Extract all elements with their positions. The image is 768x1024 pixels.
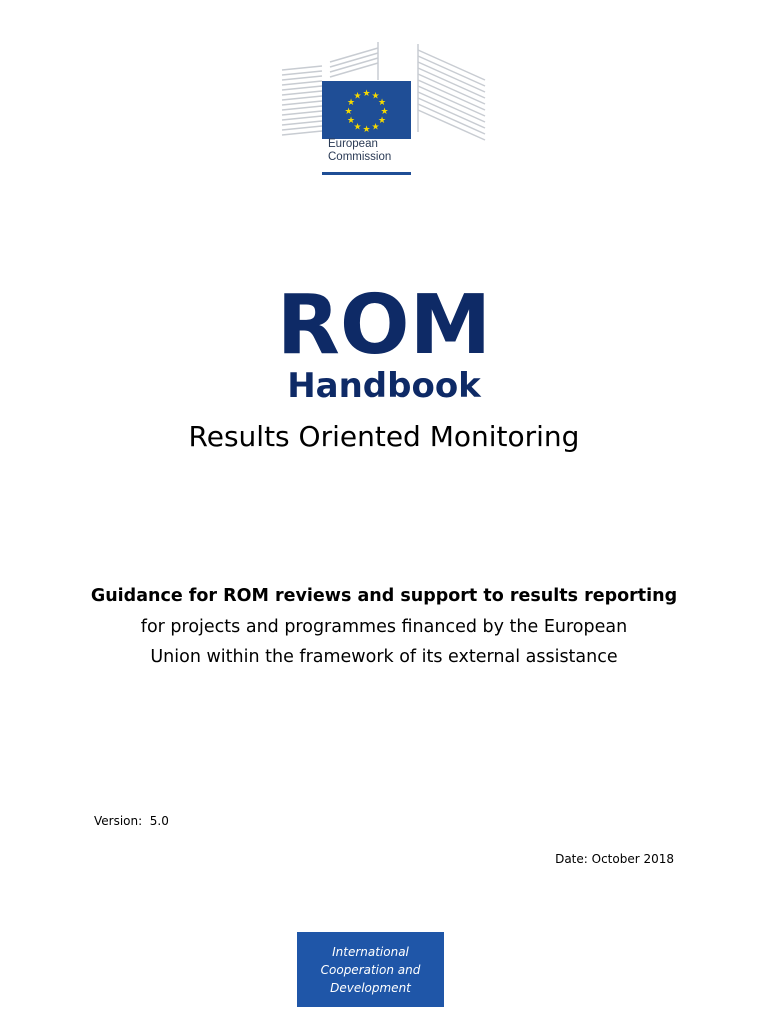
- building-right-icon: [418, 44, 485, 140]
- document-subtitle: Handbook: [287, 366, 481, 406]
- svg-text:★: ★: [380, 107, 389, 117]
- svg-text:★: ★: [353, 91, 362, 102]
- document-tagline: Results Oriented Monitoring: [188, 420, 580, 453]
- logo-text: [328, 138, 418, 164]
- badge-line-1: International: [332, 944, 409, 959]
- guidance-line-2: Union within the framework of its external assistance: [150, 647, 618, 667]
- badge-line-3: Development: [330, 980, 411, 995]
- svg-text:★: ★: [377, 98, 387, 108]
- logo-text-line2: Commission: [328, 151, 392, 163]
- badge-line-2: Cooperation and: [320, 962, 421, 977]
- svg-text:★: ★: [344, 107, 353, 117]
- logo-text-line1: European: [328, 138, 378, 150]
- svg-text:★: ★: [371, 122, 380, 133]
- svg-text:★: ★: [362, 89, 371, 99]
- svg-text:★: ★: [371, 91, 380, 102]
- svg-text:★: ★: [346, 116, 356, 126]
- svg-text:★: ★: [353, 122, 362, 133]
- svg-text:★: ★: [362, 125, 371, 135]
- svg-text:★: ★: [377, 116, 387, 126]
- guidance-heading: Guidance for ROM reviews and support to results reporting: [90, 586, 678, 606]
- document-title: ROM: [276, 278, 492, 373]
- dg-badge: [297, 932, 444, 1007]
- version-label: Version: 5.0: [94, 814, 169, 828]
- guidance-description: [0, 612, 768, 672]
- svg-text:★: ★: [346, 98, 356, 108]
- date-label: Date: October 2018: [555, 852, 674, 866]
- guidance-line-1: for projects and programmes financed by the European: [140, 617, 628, 637]
- logo-underline: [322, 172, 411, 175]
